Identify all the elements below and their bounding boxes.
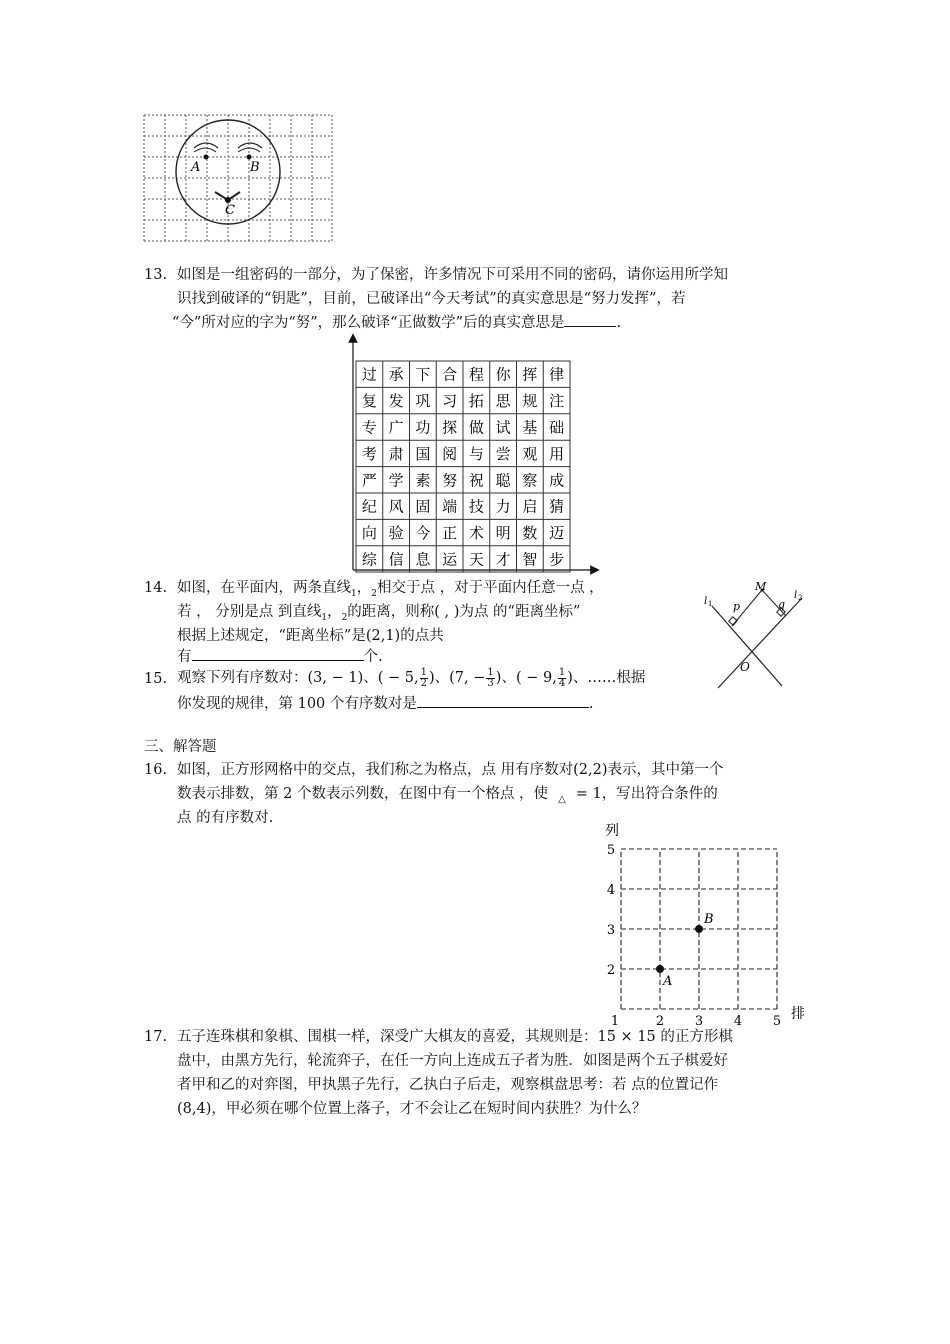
q15-text-line-2 [177,692,594,716]
cipher-char: 天 [468,550,484,569]
cipher-char: 挥 [522,365,538,384]
chart-point-label: A [663,974,673,989]
cipher-char: 探 [442,418,458,437]
cipher-char: 端 [442,497,458,516]
label-p: p [733,600,741,613]
cipher-char: 猜 [549,497,565,516]
grid-coordinate-chart [595,815,815,1025]
chart-xlabel: 排 [791,1006,805,1022]
cipher-char: 国 [415,444,431,463]
cipher-char: 验 [388,524,404,543]
q14-sub-4: 2 [341,612,348,623]
q17-text-line-3: 者甲和乙的对弈图，甲执黑子先行，乙执白子后走，观察棋盘思考：若 点的位置记作 [177,1077,719,1093]
cipher-char: 合 [442,365,458,384]
cipher-char: 下 [415,365,431,384]
q15-text-line-1 [177,664,645,692]
label-q: q [778,598,786,611]
q14-text-line-2: 若 ， 分别是点 到直线$_1$，$_2$的距离，则称( , )为点 的“距离坐标” [177,604,581,623]
cipher-char: 功 [415,418,431,437]
cipher-char: 术 [468,524,484,543]
cipher-char: 过 [361,365,377,384]
q14-line4-b: 个. [363,649,383,665]
fraction-1-2: $\frac{1}{2}$ [420,666,427,689]
chart-ytick: 2 [606,963,616,978]
cipher-char: 专 [361,418,377,437]
cipher-char: 正 [442,524,458,543]
chart-ytick: 3 [606,923,616,938]
cipher-char: 承 [388,365,404,384]
q14-line1-a: 如图，在平面内，两条直线 [177,580,351,596]
q15-answer-blank[interactable] [417,693,589,708]
q14-line4-a: 有 [177,649,192,665]
cipher-char: 严 [361,471,377,490]
cipher-char: 广 [388,418,404,437]
cipher-char: 注 [549,392,565,411]
cipher-char: 纪 [361,497,377,516]
chart-xtick: 4 [733,1014,743,1025]
cipher-char: 程 [468,365,484,384]
cipher-char: 习 [442,392,458,411]
cipher-char: 综 [361,550,377,569]
cipher-char: 迈 [549,524,565,543]
cipher-char: 信 [388,550,404,569]
q14-answer-blank[interactable] [192,646,364,661]
q14-line1-b: 相交于点 ，对于平面内任意一点 ， [376,580,604,596]
cipher-char: 用 [549,444,565,463]
cipher-char: 律 [549,365,565,384]
cipher-char: 试 [495,418,511,437]
cipher-char: 发 [388,392,404,411]
cipher-char: 成 [549,471,565,490]
cipher-char: 风 [388,497,404,516]
cipher-char: 肃 [388,444,404,463]
q13-text-line-1: 如图是一组密码的一部分，为了保密，许多情况下可采用不同的密码，请你运用所学知 [177,267,728,283]
triangle-symbol: △ [558,793,566,805]
q17-text-line-4: (8,4)，甲必须在哪个位置上落子，才不会让乙在短时间内获胜？为什么？ [177,1101,647,1117]
cipher-char: 察 [522,471,538,490]
q15-mid1: )、(7, − [428,670,486,686]
q17-text-line-1: 五子连珠棋和象棋、围棋一样，深受广大棋友的喜爱，其规则是：15 × 15 的正方形棋 [177,1029,733,1045]
label-l1-sub: 1 [708,600,713,608]
cipher-char: 思 [495,392,511,411]
cipher-char: 固 [415,497,431,516]
question-number-16: 16. [144,762,168,778]
chart-xtick: 1 [610,1014,620,1025]
q15-line2-b: . [588,696,594,712]
q13-line3-text: “今”所对应的字为“努”，那么破译“正做数学”后的真实意思是 [172,315,565,331]
cipher-char: 观 [522,444,538,463]
point-label-b: B [250,160,260,175]
cipher-char: 复 [361,392,377,411]
chart-xtick: 2 [655,1014,665,1025]
cipher-char: 智 [522,550,538,569]
point-label-a: A [191,160,201,175]
cipher-char: 你 [495,365,511,384]
chart-ytick: 4 [606,883,616,898]
question-number-17: 17. [144,1029,168,1045]
cipher-char: 息 [415,550,431,569]
cipher-char: 启 [522,497,538,516]
q14-line2-b: 的距离，则称( , )为点 的“距离坐标” [347,604,581,620]
cipher-char: 阅 [442,444,458,463]
cipher-char: 尝 [495,444,511,463]
question-number-13: 13. [144,267,168,283]
chart-xtick: 5 [772,1014,782,1025]
q16-text-line-1: 如图，正方形网格中的交点，我们称之为格点，点 用有序数对(2,2)表示，其中第一个 [177,762,724,778]
cipher-char: 素 [415,471,431,490]
label-l2-sub: 2 [798,594,803,602]
cipher-char: 向 [361,524,377,543]
label-l1: l [704,596,708,607]
cipher-char: 明 [495,524,511,543]
q15-line1-a: 观察下列有序数对：(3, − 1)、( − 5, [177,670,419,686]
q13-line3-end: . [616,315,622,331]
q13-text-line-2: 识找到破译的“钥匙”，目前，已破译出“今天考试”的真实意思是“努力发挥”，若 [177,291,686,307]
fraction-1-4: $\frac{1}{4}$ [558,666,566,689]
q15-line1-b: )、……根据 [567,670,646,686]
cipher-grid-figure [340,330,600,575]
cipher-char: 与 [468,444,484,463]
q15-mid2: )、( − 9, [495,670,557,686]
q16-line2-a: 数表示排数，第 2 个数表示列数，在图中有一个格点 ，使 [177,786,549,802]
q14-sub-1: 1 [351,588,357,599]
face-grid-figure [140,112,336,244]
q14-text-line-1: 如图，在平面内，两条直线$_1$，$_2$相交于点 ，对于平面内任意一点 ， [177,580,604,599]
fraction-1-3: $\frac{1}{3}$ [487,666,494,689]
cipher-char: 数 [522,524,538,543]
point-label-c: C [225,203,235,218]
cipher-char: 巩 [415,392,431,411]
q13-answer-blank[interactable] [564,312,616,327]
cipher-char: 础 [549,418,565,437]
chart-point-a [656,965,664,973]
label-o: O [740,660,750,674]
q14-line2-a: 若 ， 分别是点 到直线 [177,604,322,620]
chart-ylabel: 列 [605,823,619,839]
cipher-char: 才 [495,550,511,569]
cipher-char: 祝 [468,471,484,490]
cipher-char: 考 [361,444,377,463]
question-number-14: 14. [144,580,168,596]
label-m: M [755,580,767,593]
cipher-char: 今 [415,524,431,543]
q14-sub-3: 1 [321,612,328,623]
cipher-char: 学 [388,471,404,490]
label-l2: l [794,590,798,601]
cipher-char: 聪 [495,471,511,490]
section-heading-3: 三、解答题 [144,739,217,755]
cipher-char: 运 [442,550,458,569]
chart-point-b [695,925,703,933]
cipher-char: 拓 [468,392,484,411]
q16-text-line-3: 点 的有序数对. [177,810,274,826]
q15-line2-a: 你发现的规律，第 100 个有序数对是 [177,696,417,712]
chart-xtick: 3 [694,1014,704,1025]
cipher-char: 步 [549,550,565,569]
q17-text-line-2: 盘中，由黑方先行，轮流弈子，在任一方向上连成五子者为胜．如图是两个五子棋爱好 [177,1053,728,1069]
cipher-char: 技 [468,497,484,516]
question-number-15: 15. [144,671,168,687]
cipher-char: 做 [468,418,484,437]
chart-ytick: 5 [606,843,616,858]
q14-text-line-3: 根据上述规定，“距离坐标”是(2,1)的点共 [177,628,444,644]
q14-sub-2: 2 [371,588,377,599]
chart-point-label: B [704,912,714,927]
cipher-char: 规 [522,392,538,411]
cipher-char: 基 [522,418,538,437]
cipher-char: 努 [442,471,458,490]
cipher-char: 力 [495,497,511,516]
q16-line2-b: = 1，写出符合条件的 [575,786,718,802]
distance-coordinate-figure [700,578,810,693]
